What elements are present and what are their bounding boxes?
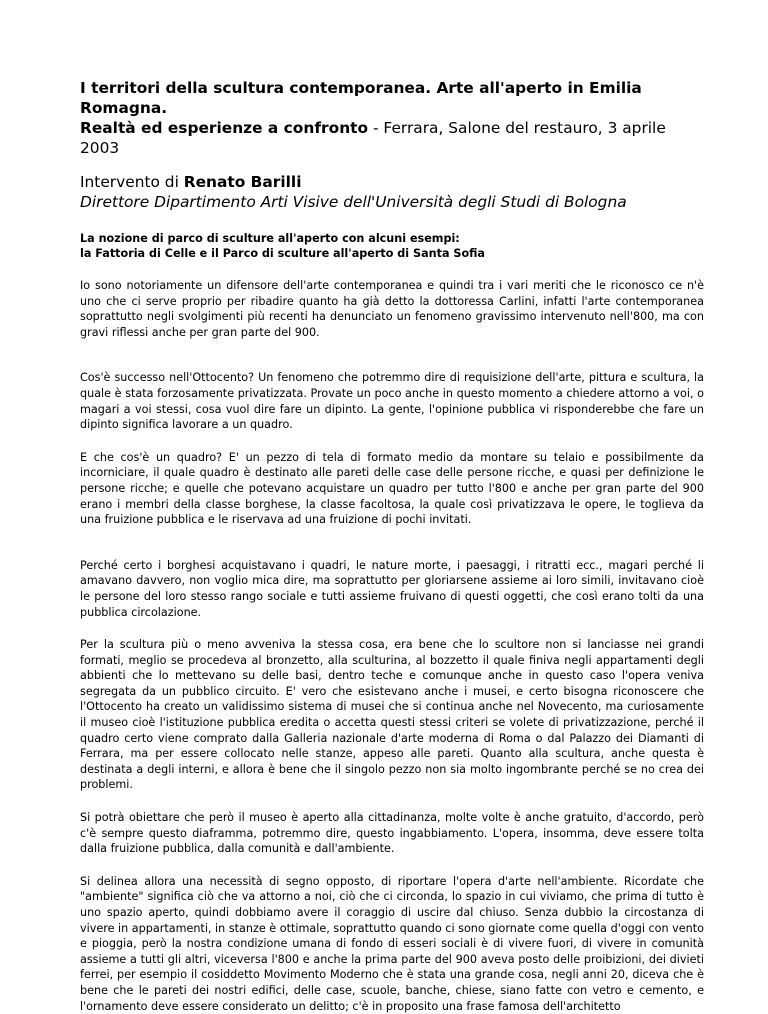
paragraph: Si potrà obiettare che però il museo è aperto alla cittadinanza, molte volte è anche gratuito, d'accordo, però c'è sempre questo diaframma, potremmo dire, questo ingabbiamento. L'opera, insomma, deve essere tolta dalla fruizione pubblica, dalla comunità e dall'ambiente. (80, 811, 704, 856)
heading-line-2-bold: Realtà ed esperienze a confronto (80, 119, 369, 137)
speaker-line (80, 172, 704, 192)
paragraph: Io sono notoriamente un difensore dell'arte contemporanea e quindi tra i vari meriti che le riconosco ce n'è uno che ci serve proprio per ribadire quanto ha già detto la dottoressa Carlini, infatti l'arte contemporanea soprattutto negli svolgimenti più recenti ha denunciato un fenomeno gravissimo intervenuto nell'800, ma con gravi riflessi anche per gran parte del 900. (80, 279, 704, 339)
document-heading (80, 78, 704, 158)
subtitle-line-2: la Fattoria di Celle e il Parco di sculture all'aperto di Santa Sofia (80, 247, 485, 260)
section-subtitle (80, 231, 704, 261)
paragraph: E che cos'è un quadro? E' un pezzo di tela di formato medio da montare su telaio e possibilmente da incorniciare, il quale quadro è destinato alle pareti delle case delle persone ricche, e quasi per definizione le persone ricche; e quelle che potevano acquistare un quadro per tutto l'800 e anche per gran parte del 900 erano i membri della classe borghese, la classe facoltosa, la quale così privatizzava le opere, le toglieva da una fruizione pubblica e le riservava ad una fruizione di pochi invitati. (80, 450, 704, 527)
subtitle-line-1: La nozione di parco di sculture all'aperto con alcuni esempi: (80, 232, 460, 245)
heading-event-details: - Ferrara, Salone del restauro, 3 aprile 2003 (80, 119, 666, 157)
paragraph: Per la scultura più o meno avveniva la stessa cosa, era bene che lo scultore non si lanciasse nei grandi formati, meglio se procedeva al bronzetto, alla sculturina, al bozzetto il quale finiva negli appartamenti degli abbienti che lo mettevano su delle basi, dentro teche e comunque anche in questo caso l'opera veniva segregata da un pubblico circuito. E' vero che esistevano anche i musei, e certo bisogna riconoscere che l'Ottocento ha creato un validissimo sistema di musei che si continua anche nel Novecento, ma curiosamente il museo cioè l'istituzione pubblica eredita o accetta questi stessi criteri se volete di privatizzazione, perché il quadro certo viene comprato dalla Galleria nazionale d'arte moderna di Roma o dal Palazzo dei Diamanti di Ferrara, ma per essere collocato nelle stanze, appeso alle pareti. Quanto alla scultura, anche questa è destinata a degli interni, e allora è bene che il singolo pezzo non sia molto ingombrante perché se no crea dei problemi. (80, 638, 704, 792)
speaker-name: Renato Barilli (183, 173, 302, 191)
paragraph: Perché certo i borghesi acquistavano i quadri, le nature morte, i paesaggi, i ritratti ecc., magari perché li amavano davvero, non voglio mica dire, ma soprattutto per gloriarsene assieme ai loro simili, invitavano cioè le persone del loro stesso rango sociale e tutti assieme fruivano di questi oggetti, che così erano tolti da una pubblica circolazione. (80, 558, 704, 619)
paragraph: Cos'è successo nell'Ottocento? Un fenomeno che potremmo dire di requisizione dell'arte, pittura e scultura, la quale è stata forzosamente privatizzata. Provate un poco anche in questo momento a chiedere attorno a voi, o magari a voi stessi, cosa vuol dire fare un dipinto. La gente, l'opinione pubblica vi risponderebbe che fare un dipinto significa lavorare a un quadro. (80, 371, 704, 432)
speaker-prefix: Intervento di (80, 173, 184, 191)
paragraph: Si delinea allora una necessità di segno opposto, di riportare l'opera d'arte nell'ambiente. Ricordate che "ambiente" significa ciò che va attorno a noi, ciò che ci circonda, lo spazio in cui viviamo, che prima di tutto è uno spazio aperto, quindi dobbiamo avere il coraggio di uscire dal chiuso. Senza dubbio la circostanza di vivere in appartamenti, in stanze è ottimale, soprattutto quando ci sono giornate come quella d'oggi con vento e pioggia, però la nostra condizione umana di fondo di esseri sociali è di vivere fuori, di vivere in comunità assieme a tutti gli altri, viceversa l'800 e anche la prima parte del 900 aveva posto delle proibizioni, dei divieti ferrei, per esempio il cosiddetto Movimento Moderno che è stata una grande cosa, negli anni 20, diceva che è bene che le pareti dei nostri edifici, delle case, scuole, banche, chiese, siano fatte con vetro e cemento, e l'ornamento deve essere considerato un delitto; c'è in proposito una frase famosa dell'architetto (80, 874, 704, 1013)
heading-line-1: I territori della scultura contemporanea. Arte all'aperto in Emilia Romagna. (80, 79, 642, 117)
speaker-role: Direttore Dipartimento Arti Visive dell'Università degli Studi di Bologna (80, 193, 627, 211)
